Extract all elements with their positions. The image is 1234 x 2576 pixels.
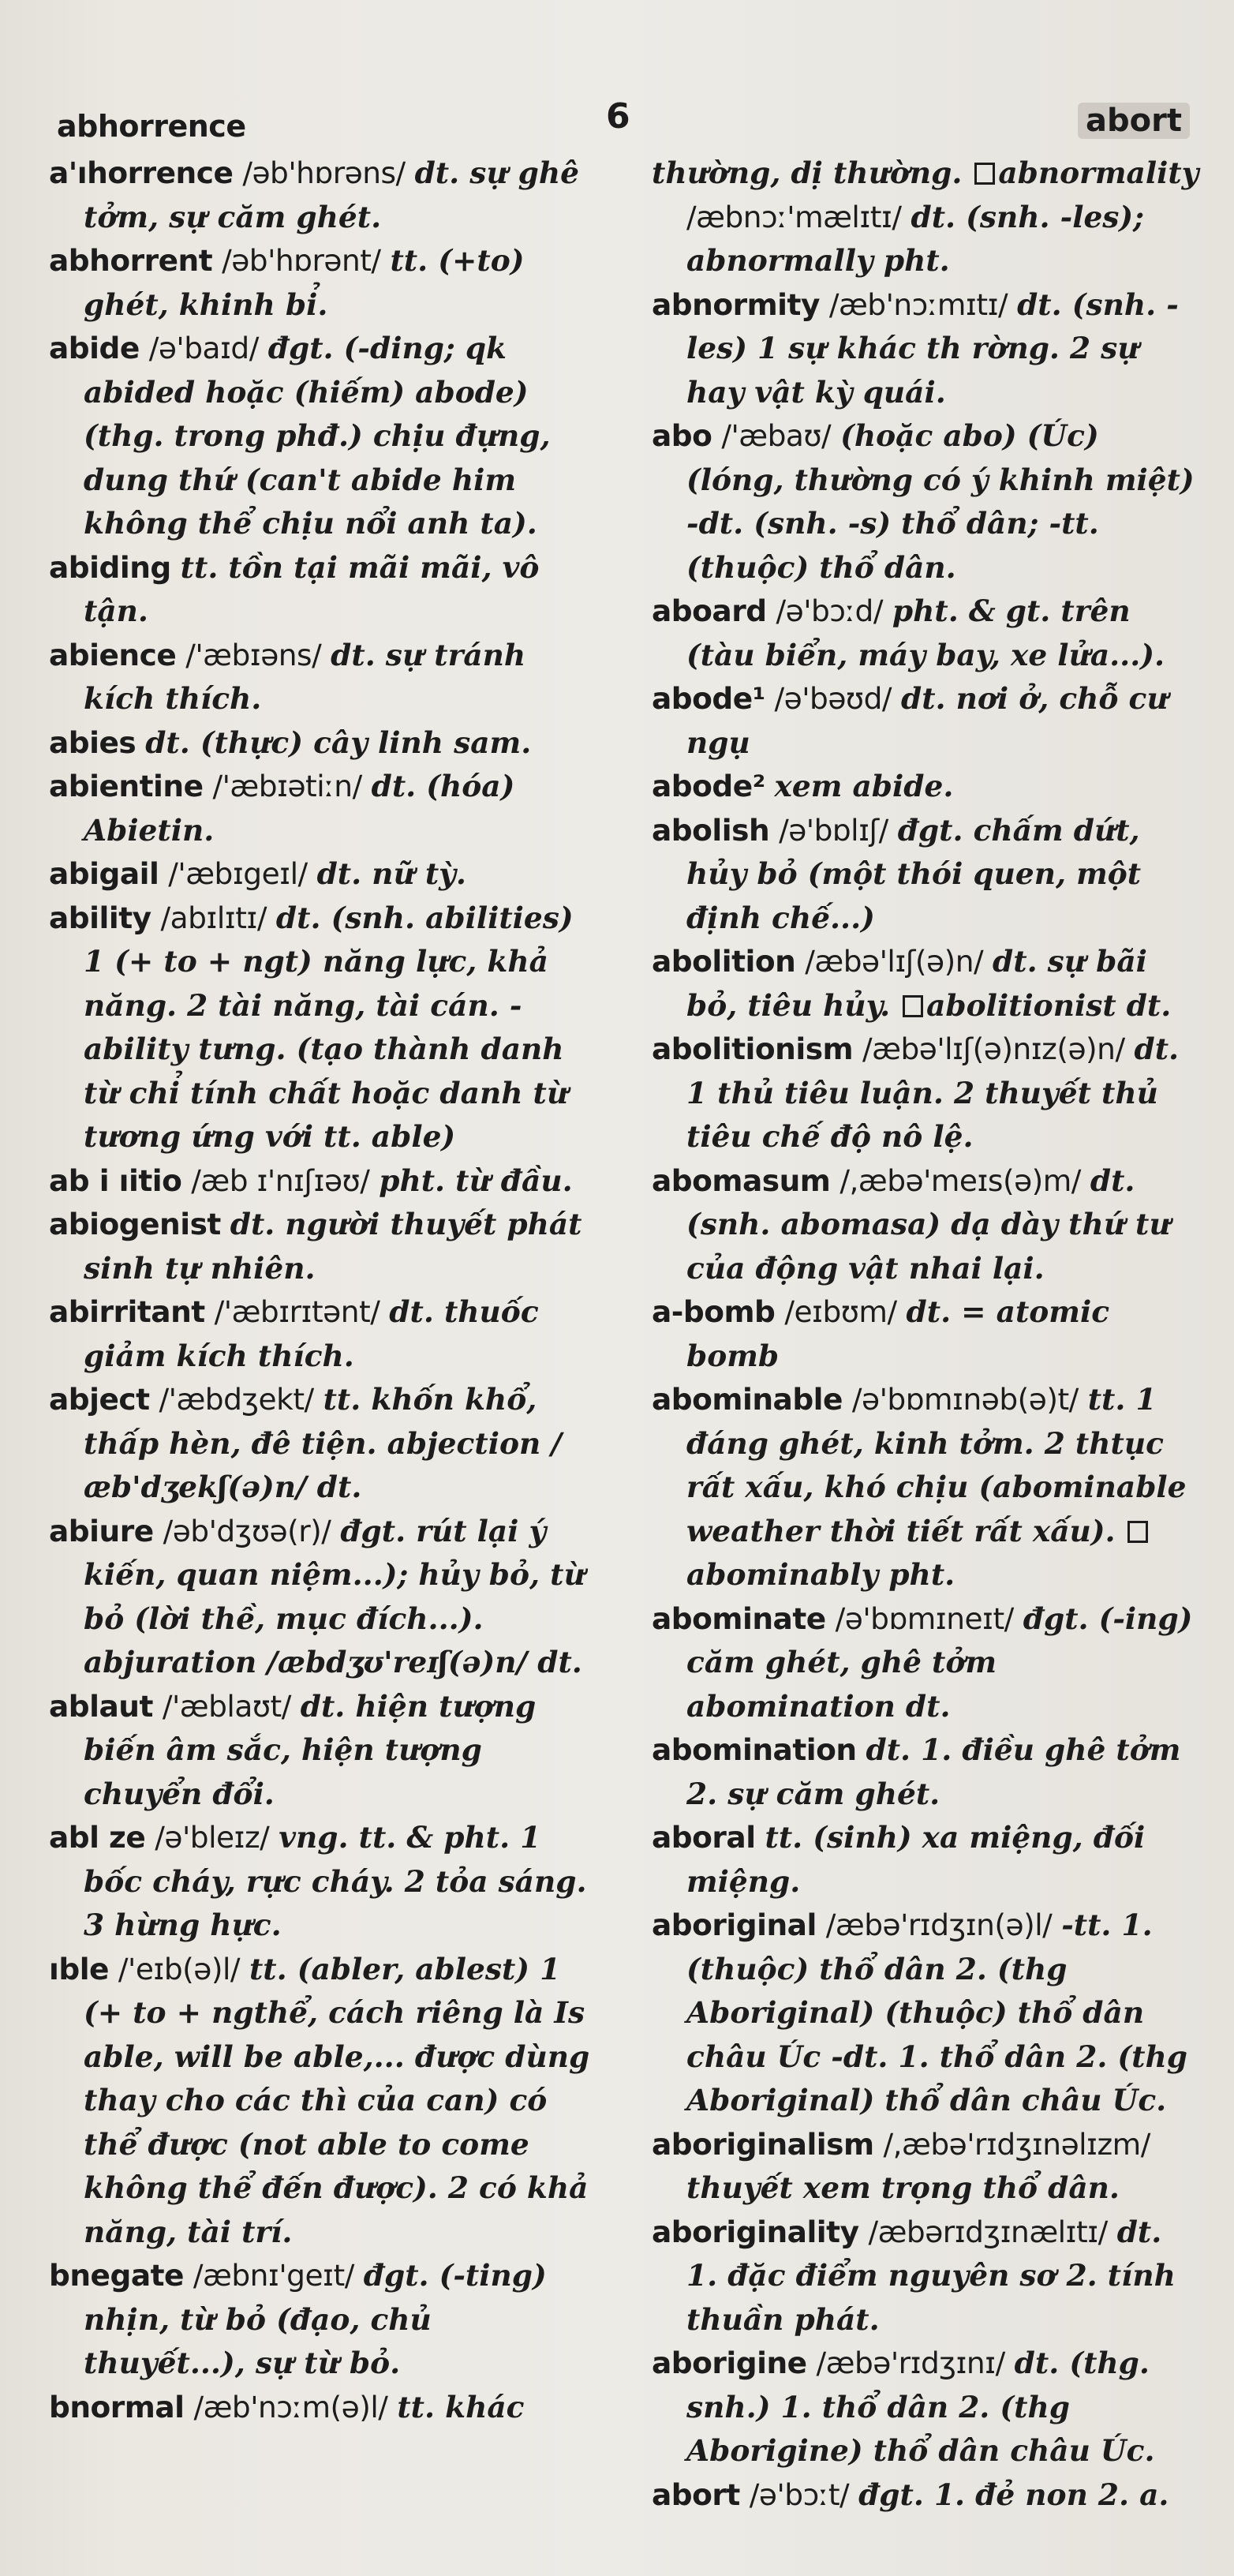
pronunciation: /ə'bɔːt/ (749, 2477, 850, 2512)
pronunciation: /eɪbʊm/ (784, 1294, 897, 1329)
dictionary-entry (49, 852, 590, 897)
definition: dt. (thg. snh.) 1. thổ dân 2. (thg Aborigine) thổ dân châu Úc. (686, 2346, 1155, 2468)
definition: dt. = atomic bomb (686, 1294, 1110, 1373)
dictionary-entry (49, 1378, 590, 1510)
dictionary-entry (652, 2342, 1202, 2473)
dictionary-entry (652, 765, 1202, 809)
definition: đgt. 1. đẻ non 2. a. (858, 2477, 1169, 2512)
definition: tt. (abler, ablest) 1 (+ to + ngthể, cách riêng là Is able, will be able,... được dùng thay cho các thì của can) có thể được (not able to come không thể đến được). 2 có khả năng, tài trí. (84, 1951, 590, 2249)
dictionary-entry (652, 1816, 1202, 1904)
headword: abode¹ (652, 681, 765, 716)
dictionary-entry (49, 634, 590, 721)
pronunciation: /ə'bleɪz/ (155, 1820, 270, 1855)
derived-headword: abnormality (998, 155, 1199, 190)
definition: dt. hiện tượng biến âm sắc, hiện tượng chuyển đổi. (84, 1688, 537, 1811)
headword: abnormity (652, 286, 820, 322)
headword: abhorrent (49, 243, 213, 278)
right-guide-word: abort (1078, 103, 1190, 139)
dictionary-entry (49, 1816, 590, 1948)
headword: ab i ıitio (49, 1163, 182, 1198)
right-column (652, 152, 1202, 2517)
headword: aborigine (652, 2346, 807, 2380)
headword: ability (49, 900, 151, 935)
definition: dt. (snh. abomasa) dạ dày thứ tư của động vật nhai lại. (686, 1163, 1171, 1286)
pronunciation: /æbə'lɪʃ(ə)n/ (805, 944, 984, 979)
dictionary-entry (49, 239, 590, 327)
definition: tt. khốn khổ, thấp hèn, đê tiện. abjection /æb'dʒekʃ(ə)n/ dt. (84, 1382, 562, 1504)
definition: đgt. (-ing) căm ghét, ghê tởm abomination dt. (686, 1601, 1193, 1724)
headword: abirritant (49, 1294, 205, 1329)
dictionary-entry (652, 590, 1202, 677)
headword: aboriginal (652, 1908, 817, 1942)
pronunciation: /'eɪb(ə)l/ (118, 1951, 241, 1986)
headword: abigail (49, 856, 159, 891)
dictionary-entry (49, 765, 590, 852)
definition: đgt. rút lại ý kiến, quan niệm...); hủy bỏ, từ bỏ (lời thề, mục đích...). abjuration /æbdʒʊ'reɪʃ(ə)n/ dt. (84, 1513, 585, 1679)
dictionary-entry (652, 1159, 1202, 1291)
dictionary-entry (652, 2123, 1202, 2211)
pronunciation: /ə'bɒmɪneɪt/ (835, 1601, 1014, 1636)
definition: xem abide. (774, 769, 954, 803)
definition: dt. người thuyết phát sinh tự nhiên. (84, 1207, 582, 1286)
definition: dt. (thực) cây linh sam. (145, 724, 532, 760)
headword: aboral (652, 1820, 756, 1855)
dictionary-entry (652, 1028, 1202, 1159)
dictionary-entry (49, 1510, 590, 1685)
definition: dt. 1 thủ tiêu luận. 2 thuyết thủ tiêu chế độ nô lệ. (686, 1032, 1180, 1154)
pronunciation: /,æbə'meɪs(ə)m/ (839, 1163, 1081, 1198)
headword: abort (652, 2477, 740, 2512)
dictionary-entry (49, 1203, 590, 1290)
headword: ıble (49, 1951, 109, 1986)
definition: đgt. (-ting) nhịn, từ bỏ (đạo, chủ thuyết...), sự từ bỏ. (84, 2258, 547, 2380)
definition: thuyết xem trọng thổ dân. (686, 2170, 1120, 2205)
pronunciation: /ə'bɒlɪʃ/ (779, 812, 888, 848)
pronunciation: /'æblaʊt/ (162, 1688, 291, 1724)
dictionary-entry (652, 152, 1202, 283)
dictionary-entry (652, 940, 1202, 1028)
pronunciation: /,æbə'rɪdʒɪnəlɪzm/ (883, 2126, 1150, 2162)
page-header (49, 0, 1202, 152)
definition: pht. & gt. trên (tàu biển, máy bay, xe lửa...). (686, 593, 1165, 672)
dictionary-entry (652, 1728, 1202, 1816)
dictionary-entry (652, 283, 1202, 415)
pronunciation: /æb ɪ'nɪʃɪəʊ/ (191, 1163, 370, 1198)
pronunciation: /ə'bɒmɪnəb(ə)t/ (851, 1382, 1079, 1417)
definition: vng. tt. & pht. 1 bốc cháy, rực cháy. 2 tỏa sáng. 3 hừng hực. (84, 1820, 587, 1942)
definition: dt. (snh. -les) 1 sự khác th rờng. 2 sự hay vật kỳ quái. (686, 286, 1179, 410)
pronunciation: /æbə'lɪʃ(ə)nɪz(ə)n/ (862, 1032, 1125, 1066)
pronunciation: /'æbɪgeɪl/ (168, 856, 308, 891)
definition: đgt. (-ding; qk abided hoặc (hiếm) abode) (thg. trong phđ.) chịu đựng, dung thứ (can't abide him không thể chịu nổi anh ta). (84, 331, 551, 541)
definition: dt. sự tránh kích thích. (84, 637, 526, 716)
pronunciation: /ə'baɪd/ (148, 331, 259, 365)
headword: aboriginality (652, 2214, 859, 2249)
pronunciation: /əb'hɒrənt/ (222, 243, 381, 278)
headword: abolish (652, 812, 770, 848)
derived-definition: abominably pht. (686, 1557, 955, 1592)
headword: abientine (49, 769, 204, 803)
definition: dt. nữ tỳ. (316, 856, 466, 891)
definition: (hoặc abo) (Úc) (lóng, thường có ý khinh miệt) -dt. (snh. -s) thổ dân; -tt. (thuộc) thổ dân. (686, 418, 1195, 585)
definition: dt. 1. đặc điểm nguyên sơ 2. tính thuần phát. (686, 2214, 1176, 2337)
pronunciation: /æb'nɔːm(ə)l/ (193, 2389, 388, 2424)
headword: abolition (652, 944, 796, 979)
headword: abominable (652, 1382, 843, 1417)
dictionary-entry (652, 1904, 1202, 2123)
dictionary-entry (49, 1290, 590, 1378)
dictionary-entry (49, 1685, 590, 1817)
left-column (49, 152, 590, 2517)
pronunciation: /'æbɪətiːn/ (212, 769, 362, 803)
headword: abode² (652, 769, 765, 803)
definition: tt. khác (397, 2389, 525, 2424)
definition: dt. sự ghê tởm, sự căm ghét. (84, 155, 579, 234)
definition: dt. 1. điều ghê tởm 2. sự căm ghét. (686, 1732, 1181, 1811)
dictionary-entry (652, 414, 1202, 590)
derived-pronunciation: /æbnɔː'mælɪtɪ/ (686, 199, 902, 234)
definition: tt. (+to) ghét, khinh bỉ. (84, 243, 525, 322)
dictionary-entry (49, 546, 590, 634)
pronunciation: /abɪlɪtɪ/ (160, 900, 267, 935)
dictionary-entry (49, 327, 590, 546)
dictionary-entry (652, 2211, 1202, 2342)
headword: abiure (49, 1513, 154, 1548)
definition: dt. thuốc giảm kích thích. (84, 1294, 539, 1373)
dictionary-entry (652, 809, 1202, 941)
headword: a-bomb (652, 1294, 776, 1329)
headword: abl ze (49, 1820, 146, 1855)
entry-columns (49, 152, 1202, 2517)
headword: abject (49, 1382, 150, 1417)
definition: -tt. 1. (thuộc) thổ dân 2. (thg Aboriginal) (thuộc) thổ dân châu Úc -dt. 1. thổ dân 2. (thg Aboriginal) thổ dân châu Úc. (686, 1908, 1187, 2117)
definition: dt. (hóa) Abietin. (84, 769, 515, 848)
pronunciation: /əb'dʒʊə(r)/ (163, 1513, 331, 1548)
derivative-square-icon (1127, 1521, 1148, 1543)
headword: bnormal (49, 2389, 185, 2424)
headword: abience (49, 637, 177, 672)
definition: tt. 1 đáng ghét, kinh tởm. 2 thtục rất xấu, khó chịu (abominable weather thời tiết rất xấu). (686, 1382, 1187, 1548)
definition: dt. sự bãi bỏ, tiêu hủy. (686, 944, 1147, 1023)
dictionary-entry (49, 1159, 590, 1204)
definition: dt. (snh. abilities) 1 (+ to + ngt) năng lực, khả năng. 2 tài năng, tài cán. -ability tưng. (tạo thành danh từ chỉ tính chất hoặc danh từ tương ứng với tt. able) (84, 900, 574, 1154)
headword: abiogenist (49, 1207, 221, 1241)
pronunciation: /ə'bɔːd/ (776, 593, 883, 628)
dictionary-entry (49, 152, 590, 239)
derived-definition: abolitionist dt. (926, 987, 1172, 1023)
headword: abide (49, 331, 140, 365)
derivative-square-icon (974, 163, 995, 185)
dictionary-entry (49, 721, 590, 766)
dictionary-entry (49, 2254, 590, 2386)
headword: abominate (652, 1601, 826, 1636)
headword: aboard (652, 593, 767, 628)
headword: bnegate (49, 2258, 184, 2293)
dictionary-entry (49, 2386, 590, 2430)
page-number: 6 (606, 96, 630, 137)
dictionary-entry (652, 2473, 1202, 2518)
pronunciation: /æbə'rɪdʒɪnɪ/ (816, 2346, 1005, 2380)
pronunciation: /æb'nɔːmɪtɪ/ (828, 286, 1008, 322)
pronunciation: /æbnɪ'geɪt/ (193, 2258, 354, 2293)
definition: tt. (sinh) xa miệng, đối miệng. (686, 1820, 1146, 1899)
headword: abolitionism (652, 1032, 854, 1066)
headword: a'ıhorrence (49, 155, 234, 190)
derived-definition: dt. (snh. -les); abnormally pht. (686, 199, 1144, 278)
left-guide-word: abhorrence (57, 109, 246, 144)
pronunciation: /əb'hɒrəns/ (242, 155, 406, 190)
headword: aboriginalism (652, 2126, 874, 2162)
definition: pht. từ đầu. (379, 1163, 573, 1198)
derivative-square-icon (903, 995, 923, 1017)
dictionary-entry (652, 1378, 1202, 1597)
definition: thường, dị thường. (652, 155, 963, 190)
definition: tt. tồn tại mãi mãi, vô tận. (84, 549, 540, 628)
dictionary-entry (652, 677, 1202, 765)
pronunciation: /'æbɪəns/ (185, 637, 322, 672)
headword: abiding (49, 549, 171, 585)
headword: ablaut (49, 1688, 153, 1724)
headword: abomination (652, 1732, 857, 1767)
pronunciation: /ə'bəʊd/ (774, 681, 892, 716)
dictionary-entry (652, 1597, 1202, 1729)
pronunciation: /'æbdʒekt/ (159, 1382, 314, 1417)
headword: abies (49, 724, 136, 760)
pronunciation: /'æbɪrɪtənt/ (214, 1294, 380, 1329)
pronunciation: /æbə'rɪdʒɪn(ə)l/ (825, 1908, 1053, 1942)
headword: abo (652, 418, 712, 453)
dictionary-entry (49, 897, 590, 1159)
definition: dt. nơi ở, chỗ cư ngụ (686, 681, 1169, 760)
dictionary-entry (652, 1290, 1202, 1378)
pronunciation: /'æbaʊ/ (721, 418, 832, 453)
dictionary-entry (49, 1948, 590, 2255)
definition: đgt. chấm dứt, hủy bỏ (một thói quen, một định chế...) (686, 812, 1142, 935)
pronunciation: /æbərɪdʒɪnælɪtɪ/ (868, 2214, 1108, 2249)
headword: abomasum (652, 1163, 831, 1198)
